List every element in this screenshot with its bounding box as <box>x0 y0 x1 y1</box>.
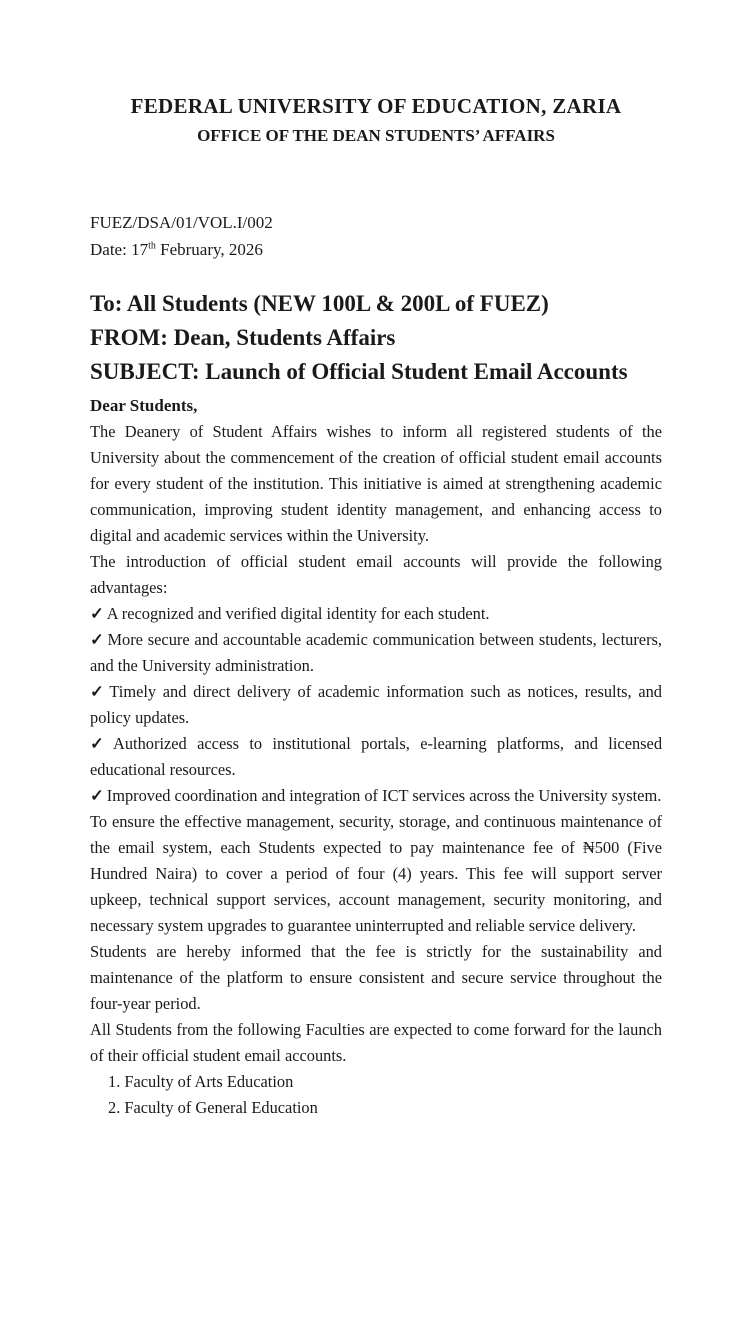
check-icon: ✓ <box>90 682 107 701</box>
advantage-item <box>90 731 662 783</box>
advantage-item <box>90 679 662 731</box>
advantage-text: A recognized and verified digital identity for each student. <box>106 604 490 623</box>
memo-header <box>90 287 662 389</box>
memo-from: FROM: Dean, Students Affairs <box>90 325 396 350</box>
check-icon: ✓ <box>90 734 111 753</box>
date-superscript: th <box>148 240 156 252</box>
salutation: Dear Students, <box>90 396 198 415</box>
fee-paragraph: To ensure the effective management, security, storage, and continuous maintenance of the email system, each Students expected to pay maintenance fee of ₦500 (Five Hundred Naira) to cover a period of four (4) years. This fee will support server upkeep, technical support services, account management, security monitoring, and necessary system upgrades to guarantee uninterrupted and reliable service delivery. <box>90 812 662 935</box>
reference-block <box>90 209 662 263</box>
memo-subject: SUBJECT: Launch of Official Student Email Accounts <box>90 359 628 384</box>
letterhead <box>90 92 662 149</box>
university-name: FEDERAL UNIVERSITY OF EDUCATION, ZARIA <box>130 94 622 118</box>
advantage-item <box>90 627 662 679</box>
faculty-item: 1. Faculty of Arts Education <box>108 1072 294 1091</box>
advantage-item <box>90 601 662 627</box>
date-suffix: February, 2026 <box>155 240 263 259</box>
check-icon: ✓ <box>90 604 104 623</box>
office-name: OFFICE OF THE DEAN STUDENTS’ AFFAIRS <box>197 126 555 145</box>
sustainability-paragraph: Students are hereby informed that the fee is strictly for the sustainability and maintenance of the platform to ensure consistent and secure service throughout the four-year period. <box>90 942 662 1013</box>
faculty-item: 2. Faculty of General Education <box>108 1098 318 1117</box>
advantage-text: Improved coordination and integration of ICT services across the University system. <box>106 786 662 805</box>
advantage-text: Authorized access to institutional portals, e-learning platforms, and licensed educational resources. <box>90 734 663 779</box>
advantage-item <box>90 783 662 809</box>
reference-number: FUEZ/DSA/01/VOL.I/002 <box>90 213 273 232</box>
check-icon: ✓ <box>90 630 105 649</box>
intro-paragraph: The Deanery of Student Affairs wishes to inform all registered students of the University about the commencement of the creation of official student email accounts for every student of the institution. This initiative is aimed at strengthening academic communication, improving student identity management, and enhancing access to digital and academic services within the University. <box>90 422 662 545</box>
faculties-list <box>90 1069 662 1121</box>
advantage-text: Timely and direct delivery of academic information such as notices, results, and policy updates. <box>90 682 662 727</box>
memo-to: To: All Students (NEW 100L & 200L of FUEZ) <box>90 291 549 316</box>
advantages-intro: The introduction of official student email accounts will provide the following advantages: <box>90 552 662 597</box>
letter-date <box>90 236 662 263</box>
document-page <box>90 0 662 1121</box>
check-icon: ✓ <box>90 786 104 805</box>
advantages-list <box>90 601 662 809</box>
advantage-text: More secure and accountable academic communication between students, lecturers, and the University administration. <box>90 630 663 675</box>
faculties-intro: All Students from the following Faculties are expected to come forward for the launch of their official student email accounts. <box>90 1020 662 1065</box>
date-prefix: Date: 17 <box>90 240 149 259</box>
